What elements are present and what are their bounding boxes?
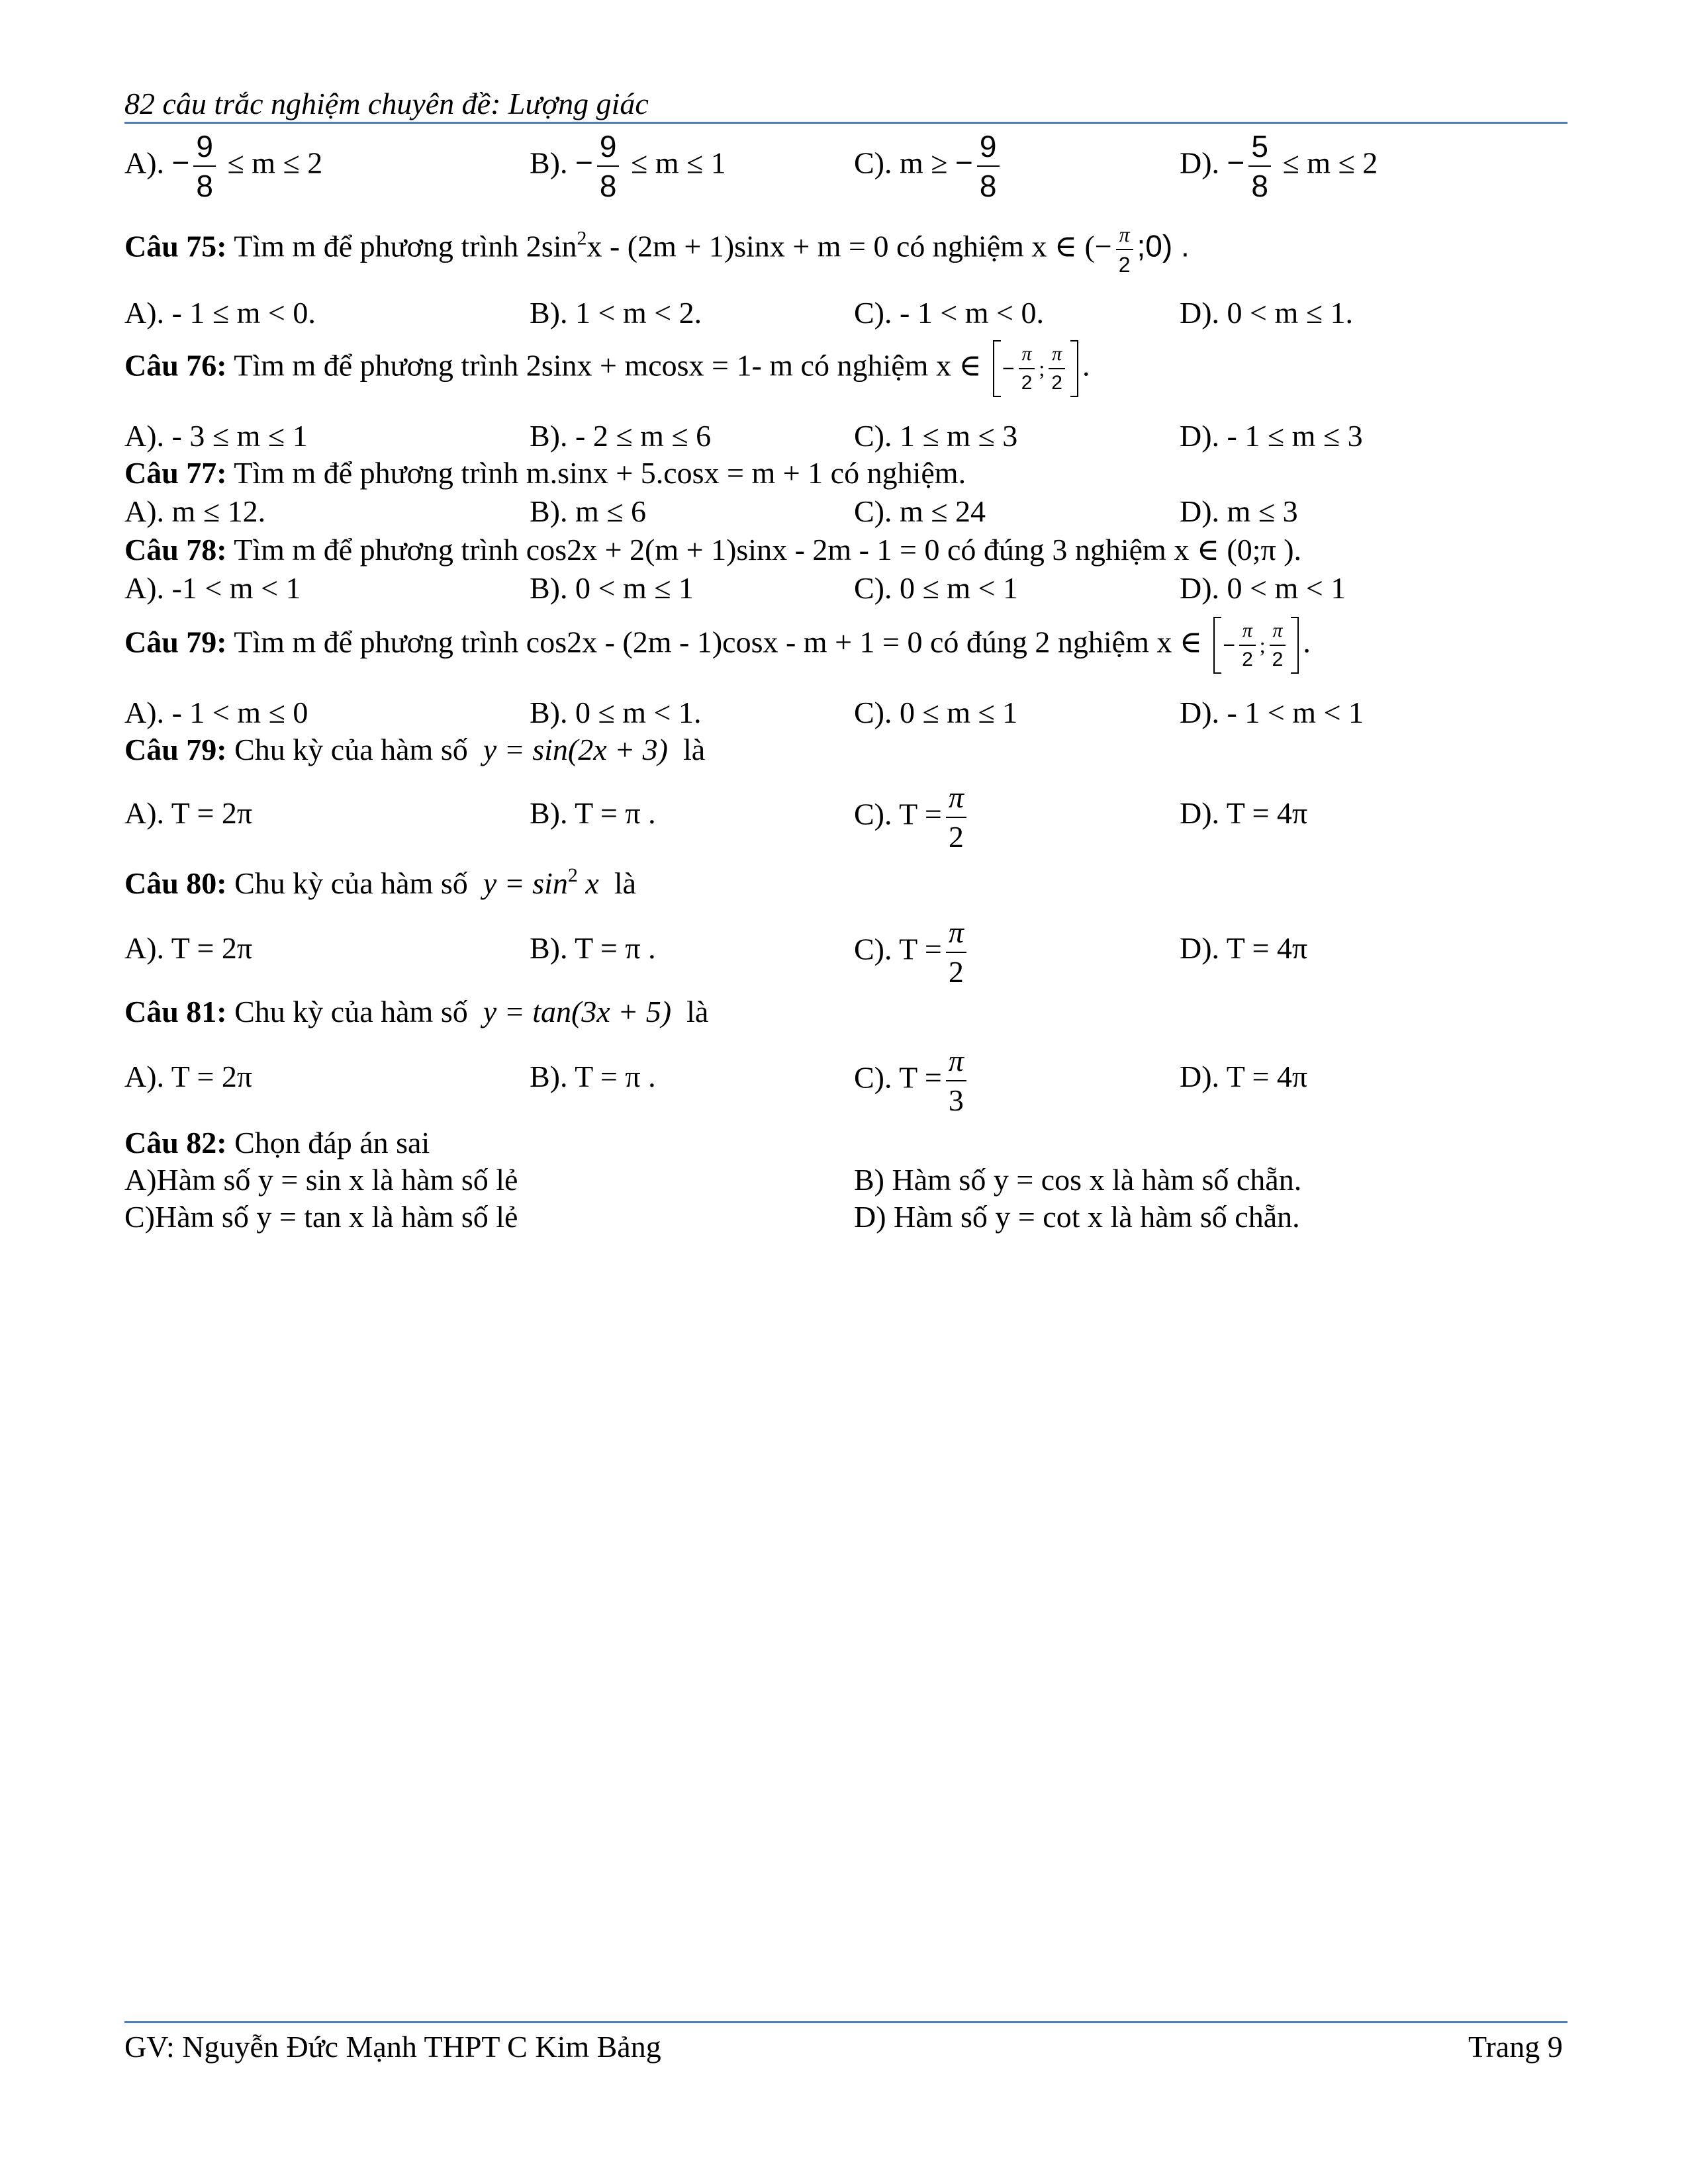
q79-first-answer-a: A). - 1 < m ≤ 0 bbox=[124, 696, 308, 729]
q81-question: Câu 81: Chu kỳ của hàm số y = tan(3x + 5) là bbox=[124, 995, 709, 1028]
q79-first-answer-d: D). - 1 < m < 1 bbox=[1180, 696, 1364, 729]
q79-first-answer-b: B). 0 ≤ m < 1. bbox=[530, 696, 702, 729]
page-header-title: 82 câu trắc nghiệm chuyên đề: Lượng giác bbox=[124, 87, 649, 120]
q75-answer-a: A). - 1 ≤ m < 0. bbox=[124, 296, 316, 330]
q80-answer-c: C). T = $\frac{\pi}{2}$ bbox=[854, 917, 970, 987]
q79-second-answer-d: D). T = 4π bbox=[1180, 796, 1308, 830]
q77-answer-a: A). m ≤ 12. bbox=[124, 494, 266, 528]
q78-question: Câu 78: Tìm m để phương trình cos2x + 2(m + 1)sinx - 2m - 1 = 0 có đúng 3 nghiệm x ∈ (0;π ). bbox=[124, 533, 1302, 567]
q77-answer-b: B). m ≤ 6 bbox=[530, 494, 647, 528]
q82-question: Câu 82: Chọn đáp án sai bbox=[124, 1126, 430, 1160]
q74-answer-d: D). − $\frac{5}{8}$ ≤ m ≤ 2 bbox=[1180, 129, 1378, 203]
q78-answer-a: A). -1 < m < 1 bbox=[124, 571, 301, 605]
q81-answer-c: C). T = $\frac{\pi}{3}$ bbox=[854, 1046, 970, 1116]
q79-interval: − $\frac{\pi}{2}$ ; $\frac{\pi}{2}$ bbox=[1213, 621, 1299, 670]
q79-second-answer-a: A). T = 2π bbox=[124, 796, 253, 830]
q79-question-first: Câu 79: Tìm m để phương trình cos2x - (2m - 1)cosx - m + 1 = 0 có đúng 2 nghiệm x ∈ − $\frac{\pi}{2}$ ; $\frac{\pi}{2}$ . bbox=[124, 619, 1311, 670]
q79-second-answer-b: B). T = π . bbox=[530, 796, 656, 830]
q77-answer-c: C). m ≤ 24 bbox=[854, 494, 986, 528]
q76-answer-a: A). - 3 ≤ m ≤ 1 bbox=[124, 419, 308, 453]
q82-answer-d: D) Hàm số y = cot x là hàm số chẵn. bbox=[854, 1200, 1300, 1234]
q76-answer-d: D). - 1 ≤ m ≤ 3 bbox=[1180, 419, 1363, 453]
q76-answer-c: C). 1 ≤ m ≤ 3 bbox=[854, 419, 1018, 453]
q75-answer-c: C). - 1 < m < 0. bbox=[854, 296, 1044, 330]
q80-answer-b: B). T = π . bbox=[530, 931, 656, 965]
q76-answer-b: B). - 2 ≤ m ≤ 6 bbox=[530, 419, 712, 453]
q82-answer-c: C)Hàm số y = tan x là hàm số lẻ bbox=[124, 1200, 518, 1234]
q75-answer-d: D). 0 < m ≤ 1. bbox=[1180, 296, 1354, 330]
footer-page-number: Trang 9 bbox=[1468, 2030, 1563, 2064]
q75-question: Câu 75: Tìm m để phương trình $2\sin^2x - (2m + 1)\sin x + m = 0$ có nghiệm x ∈ (− $\frac{\pi}{2}$ ;0) . bbox=[124, 222, 1190, 277]
q81-answer-a: A). T = 2π bbox=[124, 1060, 253, 1093]
q78-answer-c: C). 0 ≤ m < 1 bbox=[854, 571, 1018, 605]
q82-answer-a: A)Hàm số y = sin x là hàm số lẻ bbox=[124, 1163, 518, 1197]
q79-first-answer-c: C). 0 ≤ m ≤ 1 bbox=[854, 696, 1018, 729]
q80-answer-a: A). T = 2π bbox=[124, 931, 253, 965]
q76-interval: − $\frac{\pi}{2}$ ; $\frac{\pi}{2}$ bbox=[993, 344, 1078, 393]
q82-answer-b: B) Hàm số y = cos x là hàm số chẵn. bbox=[854, 1163, 1302, 1197]
footer-divider bbox=[124, 2021, 1568, 2023]
q75-answer-b: B). 1 < m < 2. bbox=[530, 296, 702, 330]
q81-answer-b: B). T = π . bbox=[530, 1060, 656, 1093]
q77-question: Câu 77: Tìm m để phương trình m.sinx + 5.cosx = m + 1 có nghiệm. bbox=[124, 456, 966, 490]
q74-answer-b: B). − $\frac{9}{8}$ ≤ m ≤ 1 bbox=[530, 129, 726, 203]
footer-author: GV: Nguyễn Đức Mạnh THPT C Kim Bảng bbox=[124, 2030, 661, 2064]
q78-answer-b: B). 0 < m ≤ 1 bbox=[530, 571, 694, 605]
q76-question: Câu 76: Tìm m để phương trình 2sinx + mcosx = 1- m có nghiệm x ∈ − $\frac{\pi}{2}$ ; $\frac{\pi}{2}$ . bbox=[124, 343, 1090, 394]
q81-answer-d: D). T = 4π bbox=[1180, 1060, 1308, 1093]
q77-answer-d: D). m ≤ 3 bbox=[1180, 494, 1298, 528]
q79-second-answer-c: C). T = $\frac{\pi}{2}$ bbox=[854, 782, 970, 852]
q74-answer-a: A). − $\frac{9}{8}$ ≤ m ≤ 2 bbox=[124, 129, 323, 203]
q80-answer-d: D). T = 4π bbox=[1180, 931, 1308, 965]
q80-question: Câu 80: Chu kỳ của hàm số $y = \sin^2 x$ là bbox=[124, 864, 637, 900]
q79-question-second: Câu 79: Chu kỳ của hàm số y = sin(2x + 3) là bbox=[124, 733, 706, 766]
header-divider bbox=[124, 122, 1568, 124]
q78-answer-d: D). 0 < m < 1 bbox=[1180, 571, 1346, 605]
q74-answer-c: C). m ≥ − $\frac{9}{8}$ bbox=[854, 131, 1004, 201]
